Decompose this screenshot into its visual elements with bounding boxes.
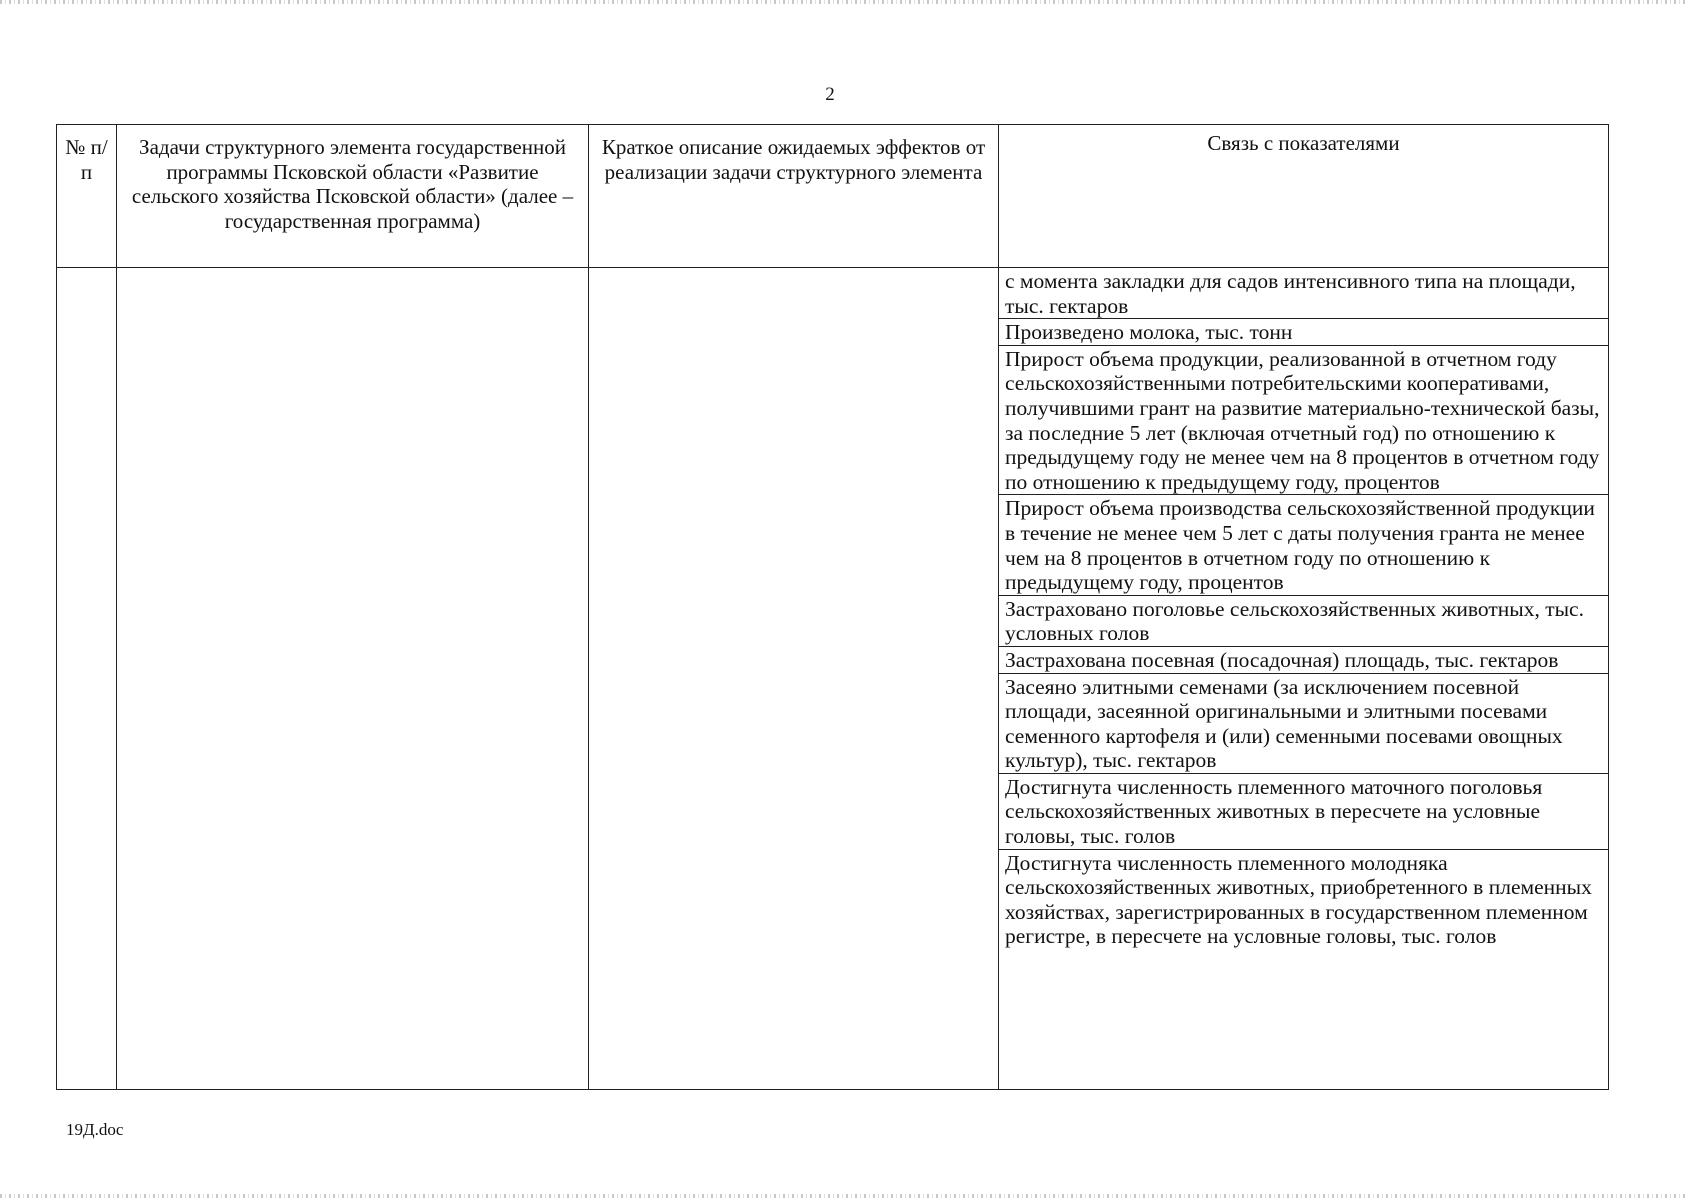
header-indicators [999, 125, 1609, 268]
header-num-text: № п/п [65, 135, 108, 184]
scan-edge-bottom [0, 1194, 1686, 1198]
header-tasks-text: Задачи структурного элемента государственной программы Псковской области «Развитие сельского хозяйства Псковской области» (далее – государственная программа) [131, 135, 574, 233]
indicator-list [999, 268, 1608, 949]
indicator-item: Засеяно элитными семенами (за исключением посевной площади, засеянной оригинальными и элитными посевами семенного картофеля и (или) семенными посевами овощных культур), тыс. гектаров [999, 674, 1608, 774]
header-tasks [117, 125, 589, 268]
indicator-item: Достигнута численность племенного молодняка сельскохозяйственных животных, приобретенного в племенных хозяйствах, зарегистрированных в государственном племенном регистре, в пересчете на условные головы, тыс. голов [1005, 850, 1592, 949]
cell-tasks [117, 268, 589, 1090]
scan-edge-top [0, 0, 1686, 4]
indicator-item: Прирост объема продукции, реализованной в отчетном году сельскохозяйственными потребительскими кооперативами, получившими грант на развитие материально-технической базы, за последние 5 лет (включая отчетный год) по отношению к предыдущему году не менее чем на 8 процентов в отчетном году по отношению к предыдущему году, процентов [999, 346, 1608, 496]
page-number: 2 [825, 84, 835, 105]
indicator-item: Застрахована посевная (посадочная) площадь, тыс. гектаров [999, 647, 1608, 674]
header-num [57, 125, 117, 268]
indicator-item: Произведено молока, тыс. тонн [999, 319, 1608, 346]
indicator-item: Застраховано поголовье сельскохозяйственных животных, тыс. условных голов [999, 596, 1608, 647]
indicator-item: с момента закладки для садов интенсивного типа на площади, тыс. гектаров [999, 268, 1608, 319]
indicator-item: Прирост объема производства сельскохозяйственной продукции в течение не менее чем 5 лет с даты получения гранта не менее чем на 8 процентов в отчетном году по отношению к предыдущему году, процентов [999, 495, 1608, 595]
cell-indicators [999, 268, 1609, 1090]
table-row [57, 268, 1609, 1090]
cell-num [57, 268, 117, 1090]
table-header-row [57, 125, 1609, 268]
cell-effects [589, 268, 999, 1090]
header-effects [589, 125, 999, 268]
indicator-item: Достигнута численность племенного маточного поголовья сельскохозяйственных животных в пересчете на условные головы, тыс. голов [999, 774, 1608, 850]
header-effects-text: Краткое описание ожидаемых эффектов от реализации задачи структурного элемента [601, 135, 986, 184]
tasks-table [56, 124, 1609, 1090]
header-indicators-text: Связь с показателями [1207, 131, 1400, 155]
footer-filename: 19Д.doc [66, 1120, 124, 1139]
